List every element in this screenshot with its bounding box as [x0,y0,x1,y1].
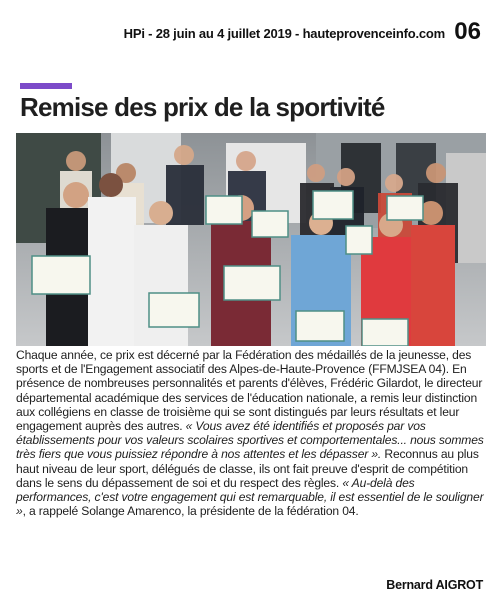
page-number: 06 [454,18,481,45]
text-segment: Reconnus au plus haut niveau de leur sport, délégués de classe, ils ont fait preuve d'esprit de compétition dans le sens du dépassement de soi et du respect des règles. [16,447,479,490]
header-dash: - [291,26,303,41]
photo-illustration [16,133,486,346]
publication-name: HPi [123,26,145,41]
award-ceremony-photo [16,133,486,346]
website-link[interactable]: hauteprovenceinfo.com [302,26,445,41]
header-line [124,26,445,41]
article-body [16,348,488,518]
article-headline: Remise des prix de la sportivité [20,92,385,122]
accent-bar [20,83,72,89]
header-separator: - [144,26,156,41]
quote-segment: « Au-delà des performances, c'est votre engagement qui est remarquable, il est essentiel de le souligner » [16,475,484,519]
text-segment: Chaque année, ce prix est décerné par la Fédération des médaillés de la jeunesse, des sports et de l'Engagement associatif des Alpes-de-Haute-Provence (FFMJSEA 04). En présence de nombreuses personnalités et parents d'élèves, Frédéric Gilardot, le directeur départemental académique des services de l'éducation nationale, a remis leur distinction aux collégiens en classe de troisième qui se sont distingués par leurs résultats et leur engagement auprès des autres. [16,348,483,434]
issue-dates: 28 juin au 4 juillet 2019 [155,26,292,41]
article-author: Bernard AIGROT [386,578,483,592]
page-header [0,18,501,48]
quote-segment: « Vous avez été identifiés et proposés par vos établissements pour vos valeurs scolaires sportives et comportementales... nous sommes très fiers que vous puissiez répondre à nos attentes et les dépasser ». [16,419,484,462]
text-segment: , a rappelé Solange Amarenco, la présidente de la fédération 04. [22,504,359,519]
